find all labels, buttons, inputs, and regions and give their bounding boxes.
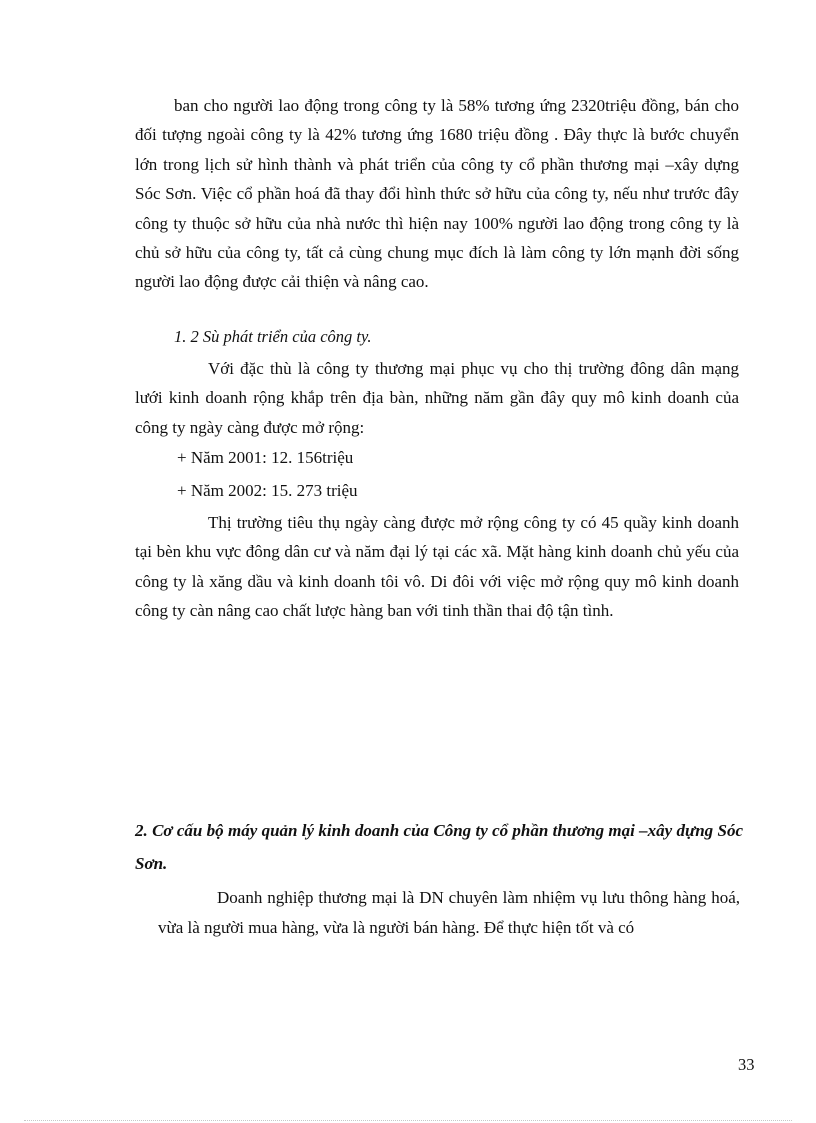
section-heading-1-2: 1. 2 Sù phát triển của công ty.: [174, 327, 372, 346]
list-item-2001: + Năm 2001: 12. 156triệu: [177, 448, 354, 467]
section-heading-2: 2. Cơ cấu bộ máy quản lý kinh doanh của Công ty cổ phần thương mại –xây dựng Sóc Sơn.: [135, 821, 743, 873]
list-item-2002: + Năm 2002: 15. 273 triệu: [177, 481, 358, 500]
page-number: 33: [738, 1055, 755, 1074]
paragraph-enterprise: Doanh nghiệp thương mại là DN chuyên làm nhiệm vụ lưu thông hàng hoá, vừa là người mua hàng, vừa là người bán hàng. Để thực hiện tốt và có: [158, 888, 740, 937]
paragraph-ownership: ban cho người lao động trong công ty là 58% tương ứng 2320triệu đồng, bán cho đối tượng ngoài công ty là 42% tương ứng 1680 triệu đồng . Đây thực là bước chuyển lớn trong lịch sử hình thành và phát triển của công ty cổ phần thương mại –xây dựng Sóc Sơn. Việc cổ phần hoá đã thay đổi hình thức sở hữu của công ty, nếu như trước đây công ty thuộc sở hữu của nhà nước thì hiện nay 100% người lao động trong công ty là chủ sở hữu của công ty, tất cả cùng chung mục đích là làm công ty lớn mạnh đời sống người lao động được cải thiện và nâng cao.: [135, 96, 739, 292]
page-bottom-divider: [24, 1120, 792, 1121]
paragraph-market: Thị trường tiêu thụ ngày càng được mở rộng công ty có 45 quầy kinh doanh tại bèn khu vực đông dân cư và năm đại lý tại các xã. Mặt hàng kinh doanh chủ yếu của công ty là xăng dầu và kinh doanh tôi vô. Di đôi với việc mở rộng quy mô kinh doanh công ty càn nâng cao chất lược hàng ban với tinh thần thai độ tận tình.: [135, 513, 739, 621]
paragraph-development: Với đặc thù là công ty thương mại phục vụ cho thị trường đông dân mạng lưới kinh doanh rộng khắp trên địa bàn, những năm gần đây quy mô kinh doanh của công ty ngày càng được mở rộng:: [135, 359, 739, 437]
